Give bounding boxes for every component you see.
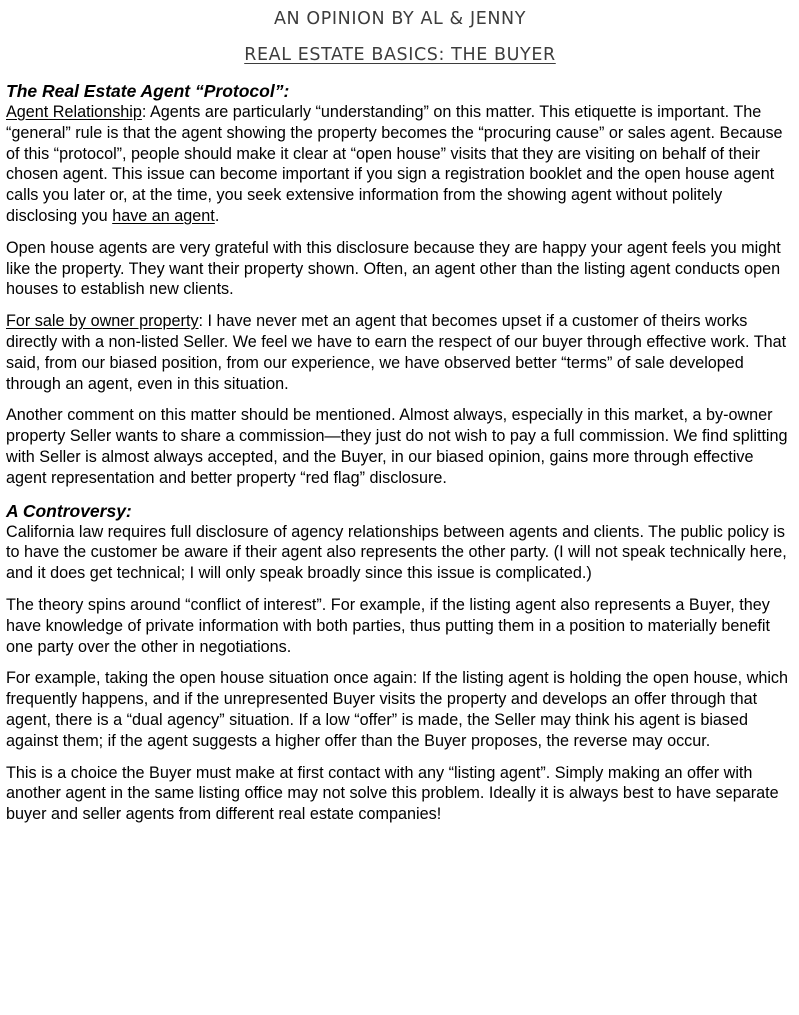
- section-heading-controversy: A Controversy:: [6, 500, 132, 521]
- term-agent-relationship: Agent Relationship: [6, 103, 142, 121]
- paragraph-agent-relationship: [6, 102, 794, 227]
- document-title: [6, 44, 794, 80]
- paragraph-buyer-choice: This is a choice the Buyer must make at first contact with any “listing agent”. Simply making an offer with another agent in the same listing office may not solve this problem. Ideally it is always best to have separate buyer and seller agents from different real estate companies!: [6, 763, 779, 824]
- term-for-sale-by-owner: For sale by owner property: [6, 312, 199, 331]
- document-page: [6, 0, 794, 836]
- term-have-an-agent: have an agent: [112, 206, 215, 225]
- paragraph-open-house: Open house agents are very grateful with this disclosure because they are happy your agent feels you might like the property. They want their property shown. Often, an agent other than the listing agent conducts open houses to establish new clients.: [6, 238, 781, 299]
- paragraph-commission: Another comment on this matter should be mentioned. Almost always, especially in this market, a by-owner property Seller wants to share a commission—they just do not wish to pay a full commission. We find splitting with Seller is almost always accepted, and the Buyer, in our biased opinion, gains more through effective agent representation and better property “red flag” disclosure.: [6, 406, 788, 487]
- paragraph-tail: .: [214, 206, 220, 225]
- paragraph-text: : Agents are particularly “understanding” on this matter. This etiquette is important. The “general” rule is that the agent showing the property becomes the “procuring cause” or sales agent. Because of this “protocol”, people should make it clear at “open house” visits that they are visiting on behalf of their chosen agent. This issue can become important if you sign a registration booklet and the open house agent calls you later or, at the time, you seek extensive information from the showing agent without politely disclosing you: [6, 103, 783, 225]
- paragraph-california-law: California law requires full disclosure of agency relationships between agents and clients. The public policy is to have the customer be aware if their agent also represents the other party. (I will not speak technically here, and it does get technical; I will only speak broadly since this issue is complicated.): [6, 522, 787, 583]
- document-title-text: REAL ESTATE BASICS: THE BUYER: [244, 45, 556, 65]
- paragraph-conflict-of-interest: The theory spins around “conflict of interest”. For example, if the listing agent also represents a Buyer, they have knowledge of private information with both parties, thus putting them in a position to materially benefit one party over the other in negotiations.: [6, 595, 770, 656]
- paragraph-dual-agency: For example, taking the open house situation once again: If the listing agent is holding the open house, which frequently happens, and if the unrepresented Buyer visits the property and develops an offer through that agent, there is a “dual agency” situation. If a low “offer” is made, the Seller may think his agent is biased against them; if the agent suggests a higher offer than the Buyer proposes, the reverse may occur.: [6, 669, 789, 750]
- paragraph-text: : I have never met an agent that becomes upset if a customer of theirs works directly with a non-listed Seller. We feel we have to earn the respect of our buyer through effective work. That said, from our biased position, from our experience, we have observed better “terms” of sale developed through an agent, even in this situation.: [6, 312, 787, 393]
- byline-header: AN OPINION BY AL & JENNY: [273, 9, 527, 29]
- section-heading-protocol: The Real Estate Agent “Protocol”:: [6, 81, 290, 101]
- paragraph-for-sale-by-owner: [6, 311, 794, 394]
